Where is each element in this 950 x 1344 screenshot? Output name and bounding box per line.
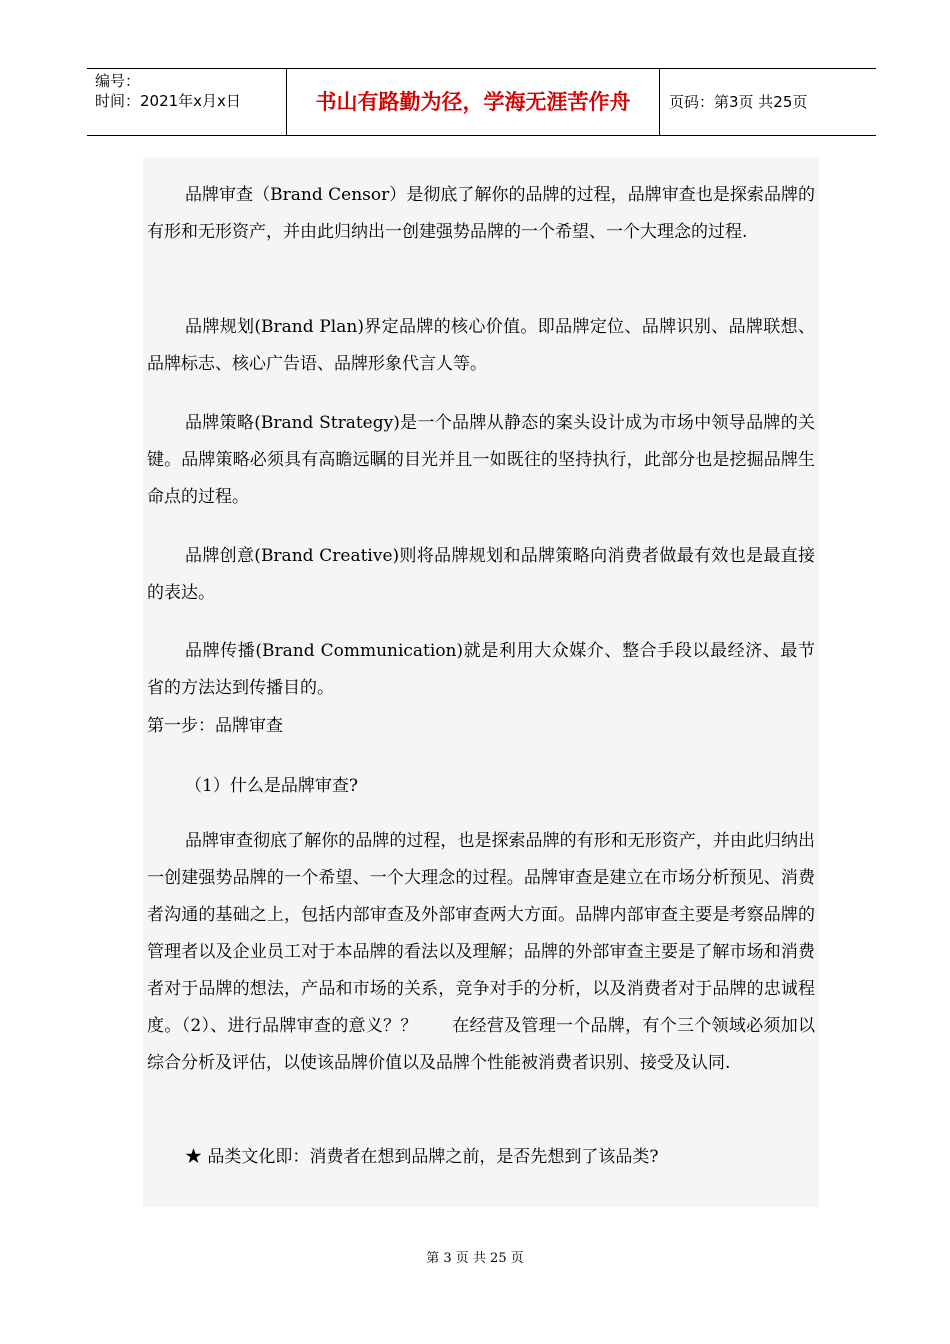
paragraph-brand-plan: 品牌规划(Brand Plan)界定品牌的核心价值。即品牌定位、品牌识别、品牌联想、品牌标志、核心广告语、品牌形象代言人等。 [147,317,815,374]
paragraph-category-culture: ★ 品类文化即：消费者在想到品牌之前，是否先想到了该品类? [185,1147,659,1167]
page-footer: 第 3 页 共 25 页 [426,1251,524,1266]
header-motto: 书山有路勤为径，学海无涯苦作舟 [287,69,660,135]
paragraph-brand-communication: 品牌传播(Brand Communication)就是利用大众媒介、整合手段以最经济、最节省的方法达到传播目的。 [147,641,815,698]
header-meta [87,69,287,135]
paragraph-brand-censor-detail: 品牌审查彻底了解你的品牌的过程，也是探索品牌的有形和无形资产，并由此归纳出一创建强势品牌的一个希望、一个大理念的过程。品牌审查是建立在市场分析预见、消费者沟通的基础之上，包括内部审查及外部审查两大方面。品牌内部审查主要是考察品牌的管理者以及企业员工对于本品牌的看法以及理解；品牌的外部审查主要是了解市场和消费者对于品牌的想法，产品和市场的关系，竞争对手的分析，以及消费者对于品牌的忠诚程度。（2）、进行品牌审查的意义？？ 在经营及管理一个品牌，有个三个领域必须加以综合分析及评估，以使该品牌价值以及品牌个性能被消费者识别、接受及认同. [147,831,815,1073]
document-number-label: 编号： [95,72,141,90]
header-page-info: 页码：第3页 共25页 [669,93,808,111]
paragraph-brand-creative: 品牌创意(Brand Creative)则将品牌规划和品牌策略向消费者做最有效也是最直接的表达。 [147,546,815,603]
page-header [87,68,876,136]
document-date-label: 时间：2021年x月x日 [95,92,241,110]
document-body [143,157,819,1207]
question-what-is-brand-censor: （1）什么是品牌审查? [185,776,358,796]
paragraph-brand-censor: 品牌审查（Brand Censor）是彻底了解你的品牌的过程，品牌审查也是探索品牌的有形和无形资产，并由此归纳出一创建强势品牌的一个希望、一个大理念的过程. [147,185,815,242]
paragraph-brand-strategy: 品牌策略(Brand Strategy)是一个品牌从静态的案头设计成为市场中领导品牌的关键。品牌策略必须具有高瞻远瞩的目光并且一如既往的坚持执行，此部分也是挖掘品牌生命点的过程。 [147,413,815,507]
section-heading-step-one: 第一步：品牌审查 [147,716,283,736]
